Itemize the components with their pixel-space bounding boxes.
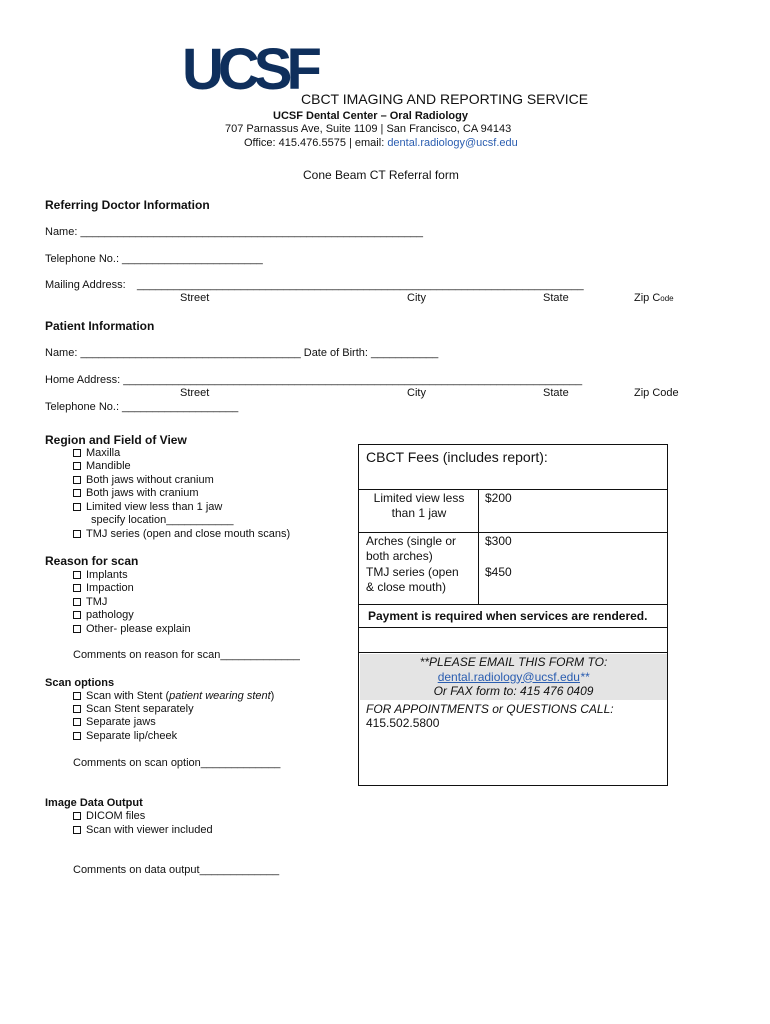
checkbox-icon[interactable] [73,476,81,484]
region-item[interactable] [73,474,214,486]
payment-notice: Payment is required when services are rendered. [368,609,648,623]
form-title: Cone Beam CT Referral form [303,168,459,182]
specify-location-field[interactable]: specify location___________ [91,514,234,526]
image-output-heading: Image Data Output [45,797,143,809]
reason-item[interactable] [73,582,134,594]
fee-row-label [366,534,456,564]
region-item[interactable] [73,460,131,472]
checkbox-icon[interactable] [73,705,81,713]
ucsf-logo-text: UCSF [182,37,316,102]
image-output-label: Scan with viewer included [86,824,213,836]
scan-option-comments-field[interactable]: Comments on scan option_____________ [73,757,281,769]
email-instructions [360,655,667,699]
mailing-city-label: City [407,292,426,304]
checkbox-icon[interactable] [73,718,81,726]
mailing-zip-main: Zip C [634,292,661,304]
referring-name-field[interactable]: Name: ________________________________________________________ [45,226,424,238]
mailing-zip-small: ode [660,294,674,303]
region-item-label: Limited view less than 1 jaw [86,501,223,513]
region-item[interactable] [73,501,222,513]
email-link-suffix: ** [579,669,590,684]
header-title: CBCT IMAGING AND REPORTING SERVICE [301,91,589,107]
checkbox-icon[interactable] [73,489,81,497]
checkbox-icon[interactable] [73,625,81,633]
scan-option-stent-italic: patient wearing stent [169,690,271,702]
checkbox-icon[interactable] [73,826,81,834]
reason-item-label: TMJ [86,596,108,608]
referring-telephone-field[interactable]: Telephone No.: _______________________ [45,253,263,265]
checkbox-icon[interactable] [73,571,81,579]
patient-telephone-field[interactable]: Telephone No.: ___________________ [45,401,239,413]
referring-heading: Referring Doctor Information [45,198,210,212]
region-item-label: Both jaws without cranium [86,474,214,486]
fee-row-label-line: both arches) [366,549,433,563]
header-office [244,137,518,149]
checkbox-icon[interactable] [73,598,81,606]
checkbox-icon[interactable] [73,449,81,457]
scan-option-stent-suffix: ) [270,690,275,702]
scan-option-label: Separate jaws [86,716,156,728]
fee-row-label-line: Limited view less [373,491,465,505]
data-output-comments-field[interactable]: Comments on data output_____________ [73,864,280,876]
scan-option-item[interactable] [73,716,156,728]
appointments-line: FOR APPOINTMENTS or QUESTIONS CALL: [366,702,614,716]
checkbox-icon[interactable] [73,462,81,470]
reason-item[interactable] [73,596,107,608]
home-street-label: Street [180,387,210,399]
region-item-label: Both jaws with cranium [86,487,199,499]
region-item[interactable] [73,487,199,499]
home-zip-label: Zip Code [634,387,679,399]
fee-row-label-line: TMJ series (open [366,565,459,579]
fees-divider [358,652,668,653]
fee-row-price: $450 [485,565,512,579]
image-output-item[interactable] [73,810,145,822]
mailing-street-label: Street [180,292,210,304]
mailing-address-label: Mailing Address: [45,279,126,291]
email-link-line [360,670,667,685]
reason-item-label: Impaction [86,582,134,594]
fax-line: Or FAX form to: 415 476 0409 [433,684,594,698]
scan-option-stent-prefix: Scan with Stent ( [86,690,170,702]
checkbox-icon[interactable] [73,584,81,592]
reason-item[interactable] [73,609,134,621]
fee-row-label-line: & close mouth) [366,580,447,594]
fees-title: CBCT Fees (includes report): [366,449,548,465]
fees-divider [358,532,668,533]
scan-option-item[interactable] [73,703,194,715]
region-item[interactable] [73,447,120,459]
scan-option-item[interactable] [73,690,274,702]
checkbox-icon[interactable] [73,692,81,700]
fees-divider [358,604,668,605]
mailing-state-label: State [543,292,569,304]
header-office-prefix: Office: 415.476.5575 | email: [244,137,388,149]
reason-comments-field[interactable]: Comments on reason for scan_____________ [73,649,300,661]
header-dept: UCSF Dental Center – Oral Radiology [273,110,468,122]
region-heading: Region and Field of View [45,433,187,447]
region-item-label: TMJ series (open and close mouth scans) [86,528,291,540]
region-item-label: Mandible [86,460,131,472]
reason-item-label: pathology [86,609,134,621]
fees-column-divider [478,489,479,604]
header-email-link[interactable]: dental.radiology@ucsf.edu [387,137,518,149]
scan-option-label: Separate lip/cheek [86,730,178,742]
fee-row-label-line: Arches (single or [366,534,457,548]
ucsf-logo [182,37,316,102]
patient-heading: Patient Information [45,319,155,333]
reason-heading: Reason for scan [45,554,139,568]
fee-row-price: $200 [485,491,512,505]
home-address-field[interactable]: Home Address: ___________________________________________________________________________ [45,374,583,386]
region-item-tmj[interactable] [73,528,290,540]
email-line: **PLEASE EMAIL THIS FORM TO: [419,655,608,669]
checkbox-icon[interactable] [73,812,81,820]
fee-row-label [360,491,478,521]
scan-option-label: Scan Stent separately [86,703,194,715]
home-city-label: City [407,387,426,399]
scan-options-heading: Scan options [45,677,115,689]
appointments-phone: 415.502.5800 [366,716,440,730]
header-address: 707 Parnassus Ave, Suite 1109 | San Francisco, CA 94143 [225,123,512,135]
scan-option-item[interactable] [73,730,177,742]
patient-name-dob-field[interactable]: Name: ____________________________________ Date of Birth: ___________ [45,347,439,359]
fees-divider [358,627,668,628]
reason-item-other[interactable] [73,623,191,635]
mailing-zip-label [634,292,674,304]
mailing-address-field[interactable]: _________________________________________________________________________ [137,279,584,291]
image-output-item[interactable] [73,824,213,836]
home-state-label: State [543,387,569,399]
checkbox-icon[interactable] [73,530,81,538]
fee-row-price: $300 [485,534,512,548]
checkbox-icon[interactable] [73,732,81,740]
fee-row-label [366,565,459,595]
reason-item-label: Other- please explain [86,623,191,635]
fee-row-label-line: than 1 jaw [391,506,447,520]
reason-item-label: Implants [86,569,128,581]
fees-divider [358,489,668,490]
email-link[interactable]: dental.radiology@ucsf.edu [437,669,580,684]
checkbox-icon[interactable] [73,611,81,619]
image-output-label: DICOM files [86,810,146,822]
checkbox-icon[interactable] [73,503,81,511]
region-item-label: Maxilla [86,447,121,459]
reason-item[interactable] [73,569,128,581]
